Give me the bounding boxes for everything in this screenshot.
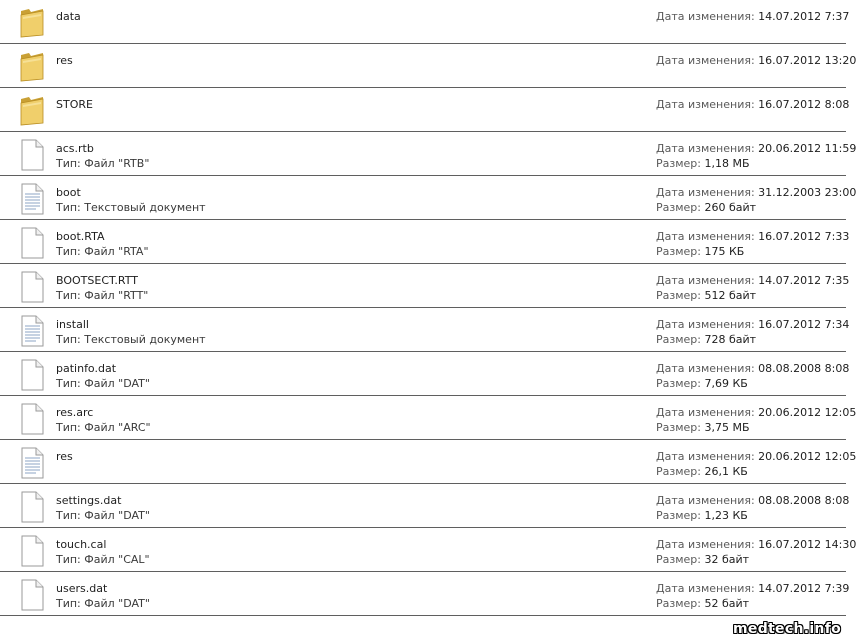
file-size	[656, 553, 749, 566]
file-name: install	[56, 318, 89, 331]
file-size	[656, 245, 744, 258]
file-size	[656, 509, 748, 522]
size-value: 1,18 МБ	[704, 157, 750, 170]
modified-value: 20.06.2012 11:59	[758, 142, 856, 155]
generic-file-icon	[17, 491, 47, 523]
modified-label: Дата изменения:	[656, 10, 755, 23]
size-value: 512 байт	[704, 289, 757, 302]
size-value: 7,69 КБ	[704, 377, 748, 390]
file-name: STORE	[56, 98, 93, 111]
size-label: Размер:	[656, 553, 701, 566]
generic-file-icon	[17, 227, 47, 259]
file-type: Тип: Текстовый документ	[56, 201, 206, 214]
folder-icon	[17, 7, 47, 39]
modified-value: 16.07.2012 7:34	[758, 318, 850, 331]
generic-file-icon	[17, 359, 47, 391]
list-item-8[interactable]	[0, 352, 850, 396]
modified-label: Дата изменения:	[656, 582, 755, 595]
file-name: BOOTSECT.RTT	[56, 274, 139, 287]
generic-file-icon	[17, 403, 47, 435]
text-document-icon	[17, 447, 47, 479]
size-label: Размер:	[656, 333, 701, 346]
size-label: Размер:	[656, 421, 701, 434]
modified-value: 16.07.2012 14:30	[758, 538, 856, 551]
file-type: Тип: Файл "DAT"	[56, 509, 150, 522]
size-value: 260 байт	[704, 201, 757, 214]
modified-date	[656, 538, 856, 551]
modified-label: Дата изменения:	[656, 230, 755, 243]
file-size	[656, 333, 756, 346]
modified-date	[656, 406, 856, 419]
file-type: Тип: Файл "DAT"	[56, 377, 150, 390]
list-item-11[interactable]	[0, 484, 850, 528]
file-name: boot.RTA	[56, 230, 105, 243]
size-value: 175 КБ	[704, 245, 745, 258]
modified-date	[656, 54, 856, 67]
modified-label: Дата изменения:	[656, 362, 755, 375]
modified-date	[656, 494, 849, 507]
file-size	[656, 289, 756, 302]
list-item-4[interactable]	[0, 176, 856, 220]
generic-file-icon	[17, 139, 47, 171]
modified-date	[656, 582, 849, 595]
file-size	[656, 421, 750, 434]
modified-label: Дата изменения:	[656, 318, 755, 331]
size-label: Размер:	[656, 289, 701, 302]
modified-value: 31.12.2003 23:00	[758, 186, 856, 199]
modified-value: 14.07.2012 7:37	[758, 10, 850, 23]
modified-date	[656, 318, 849, 331]
generic-file-icon	[17, 579, 47, 611]
file-name: patinfo.dat	[56, 362, 117, 375]
folder-icon	[17, 51, 47, 83]
modified-value: 16.07.2012 13:20	[758, 54, 856, 67]
size-value: 32 байт	[704, 553, 750, 566]
file-size	[656, 201, 756, 214]
file-type: Тип: Файл "DAT"	[56, 597, 150, 610]
file-type: Тип: Файл "RTB"	[56, 157, 150, 170]
list-item-10[interactable]	[0, 440, 856, 484]
file-size	[656, 597, 749, 610]
modified-value: 16.07.2012 7:33	[758, 230, 850, 243]
size-label: Размер:	[656, 377, 701, 390]
modified-date	[656, 10, 849, 23]
modified-value: 16.07.2012 8:08	[758, 98, 850, 111]
modified-label: Дата изменения:	[656, 186, 755, 199]
modified-label: Дата изменения:	[656, 98, 755, 111]
size-value: 26,1 КБ	[704, 465, 748, 478]
file-type: Тип: Файл "RTA"	[56, 245, 149, 258]
modified-date	[656, 142, 856, 155]
modified-label: Дата изменения:	[656, 538, 755, 551]
file-type: Тип: Текстовый документ	[56, 333, 206, 346]
file-name: boot	[56, 186, 81, 199]
size-value: 52 байт	[704, 597, 750, 610]
list-item-2[interactable]	[0, 88, 850, 132]
size-value: 3,75 МБ	[704, 421, 750, 434]
file-size	[656, 465, 748, 478]
modified-date	[656, 186, 856, 199]
modified-label: Дата изменения:	[656, 494, 755, 507]
modified-label: Дата изменения:	[656, 406, 755, 419]
watermark-logo: medtech.info	[733, 621, 841, 637]
modified-value: 14.07.2012 7:39	[758, 582, 850, 595]
list-item-13[interactable]	[0, 572, 850, 616]
file-size	[656, 157, 750, 170]
file-name: res.arc	[56, 406, 94, 419]
modified-label: Дата изменения:	[656, 142, 755, 155]
size-label: Размер:	[656, 509, 701, 522]
modified-label: Дата изменения:	[656, 274, 755, 287]
file-type: Тип: Файл "ARC"	[56, 421, 151, 434]
modified-value: 14.07.2012 7:35	[758, 274, 850, 287]
modified-value: 20.06.2012 12:05	[758, 450, 856, 463]
modified-date	[656, 230, 849, 243]
modified-label: Дата изменения:	[656, 54, 755, 67]
file-name: res	[56, 54, 73, 67]
file-name: data	[56, 10, 81, 23]
file-type: Тип: Файл "CAL"	[56, 553, 150, 566]
size-label: Размер:	[656, 245, 701, 258]
file-name: touch.cal	[56, 538, 107, 551]
modified-date	[656, 274, 849, 287]
modified-date	[656, 98, 849, 111]
list-item-3[interactable]	[0, 132, 856, 176]
list-item-0[interactable]	[0, 0, 850, 44]
generic-file-icon	[17, 535, 47, 567]
size-value: 1,23 КБ	[704, 509, 748, 522]
generic-file-icon	[17, 271, 47, 303]
folder-icon	[17, 95, 47, 127]
text-document-icon	[17, 315, 47, 347]
file-name: acs.rtb	[56, 142, 94, 155]
file-size	[656, 377, 748, 390]
file-name: users.dat	[56, 582, 108, 595]
modified-value: 08.08.2008 8:08	[758, 362, 850, 375]
list-item-12[interactable]	[0, 528, 856, 572]
size-label: Размер:	[656, 597, 701, 610]
file-type: Тип: Файл "RTT"	[56, 289, 149, 302]
list-item-5[interactable]	[0, 220, 850, 264]
modified-date	[656, 450, 856, 463]
list-item-6[interactable]	[0, 264, 850, 308]
file-name: settings.dat	[56, 494, 122, 507]
size-label: Размер:	[656, 465, 701, 478]
file-name: res	[56, 450, 73, 463]
list-item-7[interactable]	[0, 308, 850, 352]
modified-value: 20.06.2012 12:05	[758, 406, 856, 419]
size-label: Размер:	[656, 201, 701, 214]
size-value: 728 байт	[704, 333, 757, 346]
text-document-icon	[17, 183, 47, 215]
list-item-9[interactable]	[0, 396, 856, 440]
size-label: Размер:	[656, 157, 701, 170]
modified-label: Дата изменения:	[656, 450, 755, 463]
list-item-1[interactable]	[0, 44, 856, 88]
modified-value: 08.08.2008 8:08	[758, 494, 850, 507]
modified-date	[656, 362, 849, 375]
